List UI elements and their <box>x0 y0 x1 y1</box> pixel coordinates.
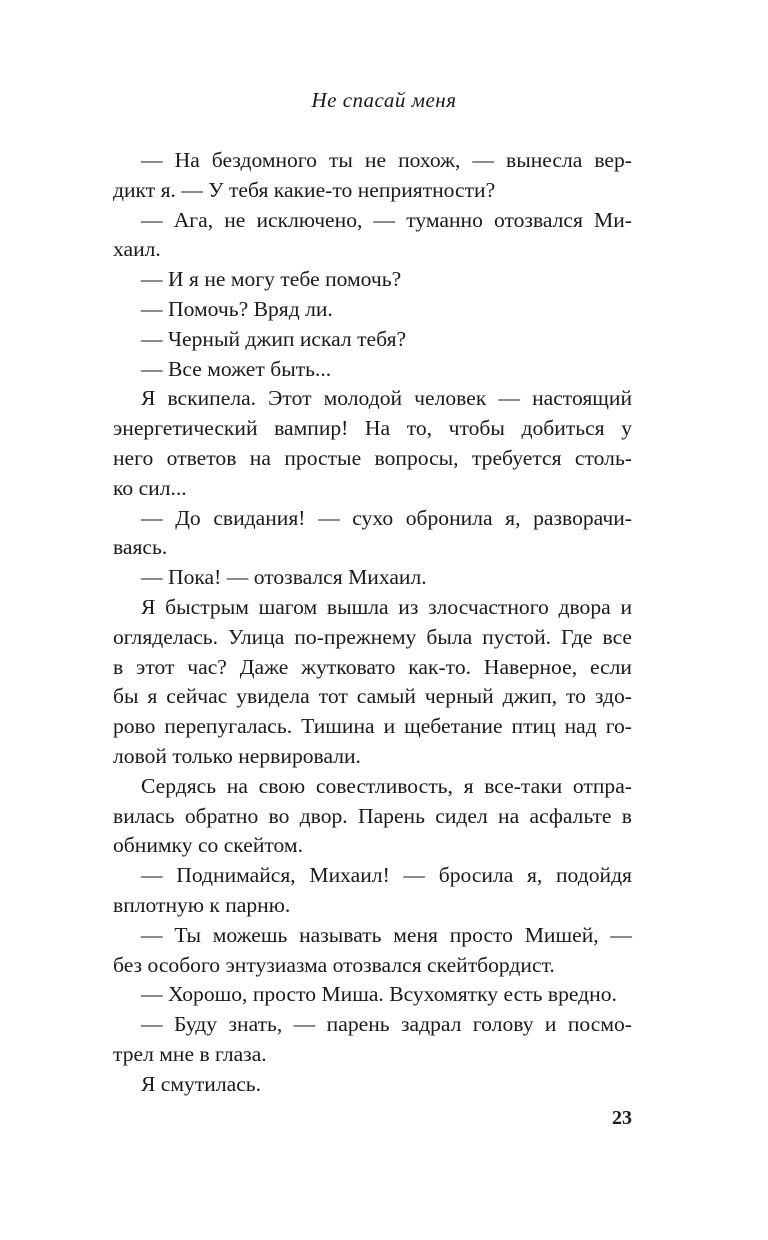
text-line: энергетический вампир! На то, чтобы добиться у <box>113 416 632 441</box>
text-line: Я вскипела. Этот молодой человек — настоящий <box>141 386 632 411</box>
running-head: Не спасай меня <box>311 88 457 112</box>
text-line: Я быстрым шагом вышла из злосчастного двора и <box>141 594 632 619</box>
text-line: него ответов на простые вопросы, требуется столь- <box>113 445 632 470</box>
paragraph <box>113 295 632 325</box>
text-line: вилась обратно во двор. Парень сидел на асфальте в <box>113 803 632 828</box>
paragraph <box>113 921 632 981</box>
text-line: — И я не могу тебе помочь? <box>141 267 402 292</box>
text-line: — До свидания! — сухо обронила я, разворачи- <box>141 505 632 530</box>
paragraph <box>113 384 632 503</box>
paragraph <box>113 563 632 593</box>
text-line: трел мне в глаза. <box>113 1041 267 1066</box>
text-line: ваясь. <box>113 535 168 560</box>
paragraph <box>113 146 632 206</box>
text-line: огляделась. Улица по-прежнему была пустой. Где все <box>113 624 632 649</box>
paragraph <box>113 980 632 1010</box>
text-line: — На бездомного ты не похож, — вынесла вер- <box>141 148 632 172</box>
text-line: — Пока! — отозвался Михаил. <box>141 565 427 590</box>
text-line: вплотную к парню. <box>113 892 291 917</box>
paragraph <box>113 1070 632 1100</box>
text-line: Я смутилась. <box>141 1071 262 1096</box>
text-line: — Буду знать, — парень задрал голову и посмо- <box>141 1012 632 1037</box>
text-line: — Хорошо, просто Миша. Всухомятку есть вредно. <box>141 982 617 1007</box>
text-line: — Ты можешь называть меня просто Мишей, — <box>141 922 632 947</box>
paragraph <box>113 1010 632 1070</box>
paragraph <box>113 772 632 861</box>
body-text <box>113 146 632 1100</box>
paragraph <box>113 593 632 772</box>
text-line: ко сил... <box>113 475 187 500</box>
text-line: ловой только нервировали. <box>113 743 361 768</box>
text-line: без особого энтузиазма отозвался скейтбордист. <box>113 952 555 977</box>
text-line: дикт я. — У тебя какие-то неприятности? <box>113 177 496 202</box>
text-line: — Ага, не исключено, — туманно отозвался Ми- <box>141 207 632 232</box>
paragraph <box>113 504 632 564</box>
paragraph <box>113 265 632 295</box>
text-line: в этот час? Даже жутковато как-то. Наверное, если <box>113 654 632 679</box>
page-number: 23 <box>612 1107 632 1129</box>
text-line: — Помочь? Вряд ли. <box>141 296 333 321</box>
text-line: — Все может быть... <box>141 356 332 381</box>
paragraph <box>113 325 632 355</box>
text-line: хаил. <box>113 237 161 262</box>
text-line: Сердясь на свою совестливость, я все-таки отпра- <box>141 773 632 798</box>
text-line: — Черный джип искал тебя? <box>141 326 407 351</box>
paragraph <box>113 206 632 266</box>
text-line: — Поднимайся, Михаил! — бросила я, подойдя <box>141 863 632 888</box>
text-line: рово перепугалась. Тишина и щебетание птиц над го- <box>113 714 632 739</box>
paragraph <box>113 861 632 921</box>
paragraph <box>113 355 632 385</box>
text-line: обнимку со скейтом. <box>113 833 303 858</box>
text-line: бы я сейчас увидела тот самый черный джип, то здо- <box>113 684 632 709</box>
